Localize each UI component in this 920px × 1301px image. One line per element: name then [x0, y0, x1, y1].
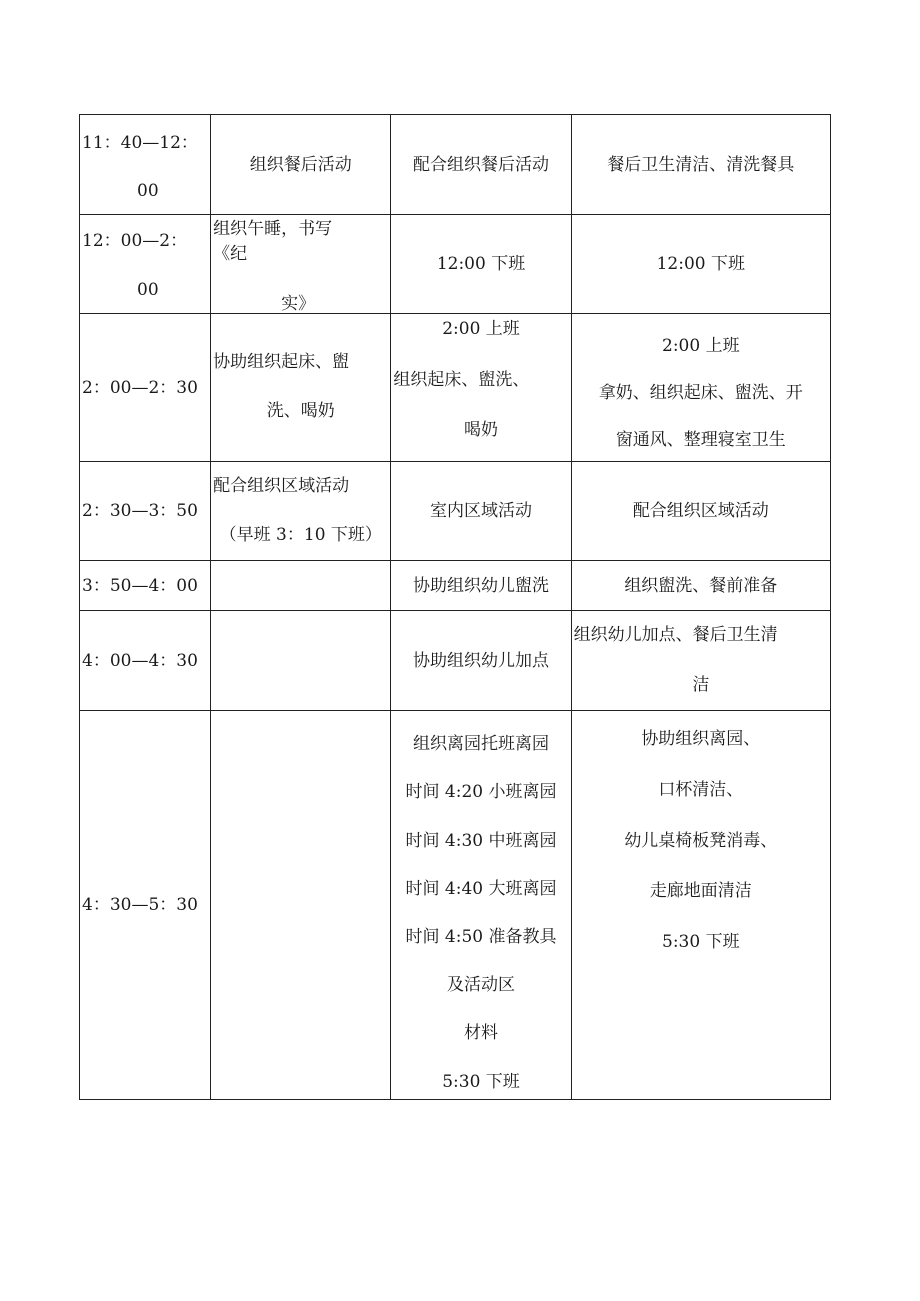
- caregiver-duty-cell: [571, 115, 830, 215]
- assistant-duty-cell: [391, 115, 571, 215]
- cell-text: 洁: [692, 675, 710, 695]
- cell-text: 《纪: [213, 244, 248, 264]
- cell-text: 组织起床、盥洗、: [393, 370, 530, 390]
- table-row: [80, 115, 831, 215]
- teacher-duty-cell: [211, 611, 391, 711]
- cell-text: 及活动区: [447, 975, 516, 995]
- cell-text: 组织盥洗、餐前准备: [624, 575, 778, 596]
- assistant-duty-cell: [391, 462, 571, 561]
- cell-text: 协助组织起床、盥: [213, 352, 350, 372]
- cell-text: 时间 4:20 小班离园: [405, 782, 557, 802]
- teacher-duty-cell: [211, 215, 391, 314]
- time-text: 11：40—12：: [82, 133, 198, 153]
- time-cell: [80, 215, 211, 314]
- cell-text: 拿奶、组织起床、盥洗、开: [598, 383, 803, 403]
- caregiver-duty-cell: [571, 462, 830, 561]
- cell-text: 口杯清洁、: [658, 780, 744, 800]
- caregiver-duty-cell: [571, 314, 830, 462]
- cell-text: 配合组织区域活动: [213, 476, 350, 496]
- cell-text: 组织幼儿加点、餐后卫生清: [573, 625, 778, 645]
- time-cell: [80, 115, 211, 215]
- cell-text: 组织餐后活动: [249, 154, 352, 175]
- cell-text: 5:30 下班: [662, 932, 740, 952]
- time-text: 2：00—2：30: [82, 377, 198, 398]
- cell-text: 窗通风、整理寝室卫生: [615, 430, 786, 450]
- schedule-table: [79, 114, 831, 1100]
- assistant-duty-cell: [391, 611, 571, 711]
- time-text: 00: [137, 181, 159, 201]
- time-text: 4：30—5：30: [82, 895, 198, 915]
- table-row: [80, 314, 831, 462]
- table-row: [80, 561, 831, 611]
- cell-text: 时间 4:50 准备教具: [405, 927, 557, 947]
- caregiver-duty-cell: [571, 215, 830, 314]
- cell-text: 5:30 下班: [442, 1072, 520, 1092]
- cell-text: 12:00 下班: [436, 254, 526, 274]
- table-row: [80, 711, 831, 1100]
- assistant-duty-cell: [391, 561, 571, 611]
- cell-text: 组织离园托班离园: [413, 734, 550, 754]
- cell-text: 餐后卫生清洁、清洗餐具: [607, 154, 795, 175]
- table-row: [80, 215, 831, 314]
- teacher-duty-cell: [211, 561, 391, 611]
- cell-text: 材料: [464, 1023, 499, 1043]
- time-text: 3：50—4：00: [82, 575, 198, 596]
- cell-text: 配合组织区域活动: [632, 501, 769, 521]
- cell-text: 走廊地面清洁: [649, 881, 752, 901]
- cell-text: 实》: [281, 294, 316, 314]
- time-cell: [80, 314, 211, 462]
- time-cell: [80, 462, 211, 561]
- time-cell: [80, 711, 211, 1100]
- assistant-duty-cell: [391, 711, 571, 1100]
- cell-text: 洗、喝奶: [266, 401, 335, 421]
- teacher-duty-cell: [211, 462, 391, 561]
- teacher-duty-cell: [211, 115, 391, 215]
- caregiver-duty-cell: [571, 711, 830, 1100]
- cell-text: 室内区域活动: [430, 501, 533, 521]
- cell-text: 2:00 上班: [442, 319, 520, 339]
- teacher-duty-cell: [211, 314, 391, 462]
- time-text: 12：00—2：: [82, 231, 188, 251]
- time-cell: [80, 561, 211, 611]
- teacher-duty-cell: [211, 711, 391, 1100]
- table-row: [80, 611, 831, 711]
- time-text: 4：00—4：30: [82, 650, 198, 671]
- cell-text: 配合组织餐后活动: [413, 154, 550, 175]
- cell-text: 2:00 上班: [662, 336, 740, 356]
- time-text: 2：30—3：50: [82, 501, 198, 521]
- time-text: 00: [137, 280, 159, 300]
- cell-text: 时间 4:30 中班离园: [405, 831, 557, 851]
- cell-text: （早班 3：10 下班）: [219, 525, 382, 545]
- caregiver-duty-cell: [571, 561, 830, 611]
- assistant-duty-cell: [391, 314, 571, 462]
- cell-text: 喝奶: [464, 420, 499, 440]
- time-cell: [80, 611, 211, 711]
- caregiver-duty-cell: [571, 611, 830, 711]
- cell-text: 时间 4:40 大班离园: [405, 879, 557, 899]
- cell-text: 协助组织幼儿加点: [413, 650, 550, 671]
- cell-text: 协助组织离园、: [641, 729, 761, 749]
- assistant-duty-cell: [391, 215, 571, 314]
- cell-text: 协助组织幼儿盥洗: [413, 575, 550, 596]
- table-row: [80, 462, 831, 561]
- cell-text: 12:00 下班: [656, 254, 746, 274]
- cell-text: 组织午睡，书写: [213, 219, 333, 239]
- cell-text: 幼儿桌椅板凳消毒、: [624, 831, 778, 851]
